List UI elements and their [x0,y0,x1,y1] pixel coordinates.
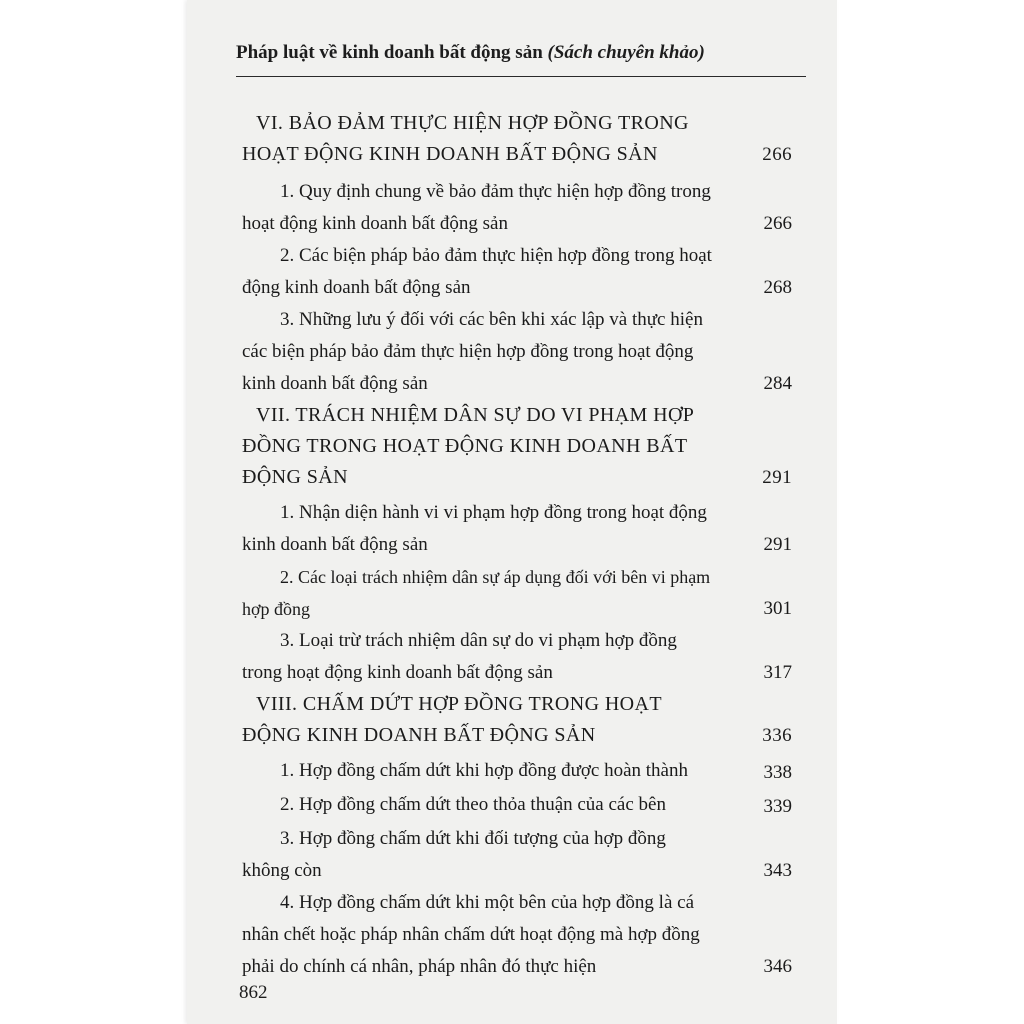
toc-section-vi [242,108,792,170]
toc-item [242,823,792,887]
header-subtitle: (Sách chuyên khảo) [547,42,705,63]
toc-entry-text: 2. Các biện pháp bảo đảm thực hiện hợp đồng trong hoạt động kinh doanh bất động sản [242,245,712,298]
toc-entry-text: 3. Hợp đồng chấm dứt khi đối tượng của hợp đồng không còn [242,828,666,881]
header-title: Pháp luật về kinh doanh bất động sản [236,42,543,63]
toc-entry-text: 1. Nhận diện hành vi vi phạm hợp đồng trong hoạt động kinh doanh bất động sản [242,502,707,555]
toc-section-viii [242,689,792,751]
toc-item [242,497,792,561]
toc-item [242,561,792,625]
toc-item [242,887,792,983]
toc-item [242,240,792,304]
toc-section-vii [242,400,792,493]
toc-entry-text: 3. Loại trừ trách nhiệm dân sự do vi phạm hợp đồng trong hoạt động kinh doanh bất động sản [242,630,677,683]
toc-item [242,755,792,789]
header-rule [236,76,806,77]
toc-entry-page: 291 [762,467,792,488]
toc-entry-page: 268 [763,277,792,298]
toc-item [242,176,792,240]
toc-entry-text: 1. Hợp đồng chấm dứt khi hợp đồng được hoàn thành [280,760,688,781]
toc-entry-text: 1. Quy định chung về bảo đảm thực hiện hợp đồng trong hoạt động kinh doanh bất động sản [242,181,711,234]
toc-entry-text: 4. Hợp đồng chấm dứt khi một bên của hợp đồng là cá nhân chết hoặc pháp nhân chấm dứt hoạt động mà hợp đồng phải do chính cá nhân, pháp nhân đó thực hiện [242,892,700,977]
toc-entry-page: 284 [763,373,792,394]
table-of-contents [242,108,792,983]
toc-entry-page: 336 [762,725,792,746]
toc-entry-page: 266 [762,144,792,165]
toc-item [242,789,792,823]
toc-item [242,625,792,689]
toc-entry-page: 346 [763,956,792,977]
toc-item [242,304,792,400]
toc-entry-page: 339 [763,796,792,817]
toc-entry-page: 266 [763,213,792,234]
toc-entry-text: 2. Hợp đồng chấm dứt theo thỏa thuận của các bên [280,794,666,815]
toc-entry-text: VII. TRÁCH NHIỆM DÂN SỰ DO VI PHẠM HỢP ĐỒNG TRONG HOẠT ĐỘNG KINH DOANH BẤT ĐỘNG SẢN [242,404,694,488]
toc-entry-page: 301 [763,598,792,619]
toc-entry-text: 3. Những lưu ý đối với các bên khi xác lập và thực hiện các biện pháp bảo đảm thực hiện hợp đồng trong hoạt động kinh doanh bất động sản [242,309,703,394]
toc-entry-page: 291 [763,534,792,555]
toc-entry-text: 2. Các loại trách nhiệm dân sự áp dụng đối với bên vi phạm hợp đồng [242,567,711,619]
page-number: 862 [239,982,268,1003]
toc-entry-page: 343 [763,860,792,881]
toc-entry-text: VIII. CHẤM DỨT HỢP ĐỒNG TRONG HOẠT ĐỘNG KINH DOANH BẤT ĐỘNG SẢN [242,693,662,746]
toc-entry-page: 317 [763,662,792,683]
running-header [236,42,816,64]
toc-entry-text: VI. BẢO ĐẢM THỰC HIỆN HỢP ĐỒNG TRONG HOẠT ĐỘNG KINH DOANH BẤT ĐỘNG SẢN [242,112,689,165]
toc-entry-page: 338 [763,762,792,783]
